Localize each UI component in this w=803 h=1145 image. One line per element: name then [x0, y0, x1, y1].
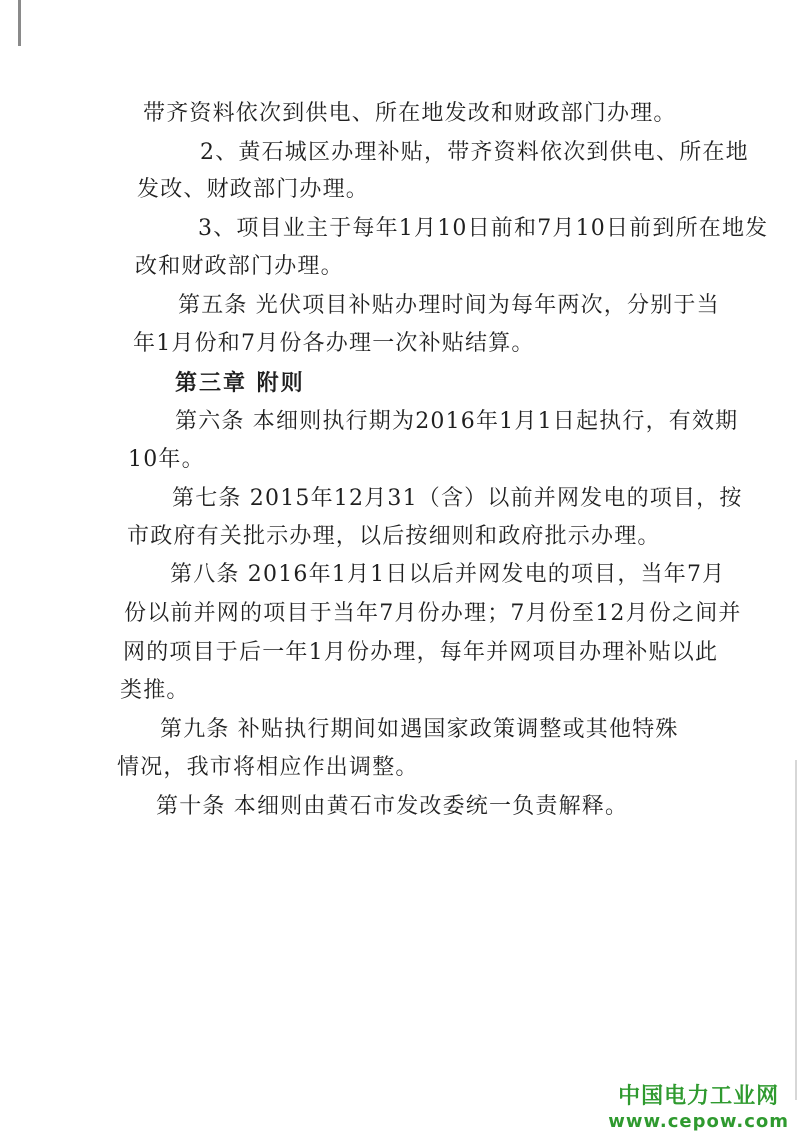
chapter-heading: 第三章 附则 — [175, 370, 305, 396]
watermark-title: 中国电力工业网 — [618, 1084, 780, 1109]
scan-border-mark — [18, 0, 21, 46]
doc-line: 市政府有关批示办理，以后按细则和政府批示办理。 — [127, 524, 661, 549]
doc-line: 2、黄石城区办理补贴，带齐资料依次到供电、所在地 — [200, 140, 749, 165]
doc-line: 第六条 本细则执行期为2016年1月1日起执行，有效期 — [175, 409, 739, 434]
doc-line: 带齐资料依次到供电、所在地发改和财政部门办理。 — [143, 101, 677, 126]
scan-edge-shadow — [795, 760, 797, 1100]
doc-line: 类推。 — [120, 678, 190, 703]
doc-line: 情况，我市将相应作出调整。 — [117, 755, 419, 780]
doc-line: 改和财政部门办理。 — [135, 254, 344, 279]
watermark-url: www.cepow.com — [608, 1111, 789, 1132]
doc-line: 3、项目业主于每年1月10日前和7月10日前到所在地发 — [198, 216, 769, 241]
doc-line: 第八条 2016年1月1日以后并网发电的项目，当年7月 — [170, 562, 726, 587]
watermark — [608, 1083, 789, 1133]
doc-line: 网的项目于后一年1月份办理，每年并网项目办理补贴以此 — [123, 640, 719, 665]
doc-line: 第七条 2015年12月31（含）以前并网发电的项目，按 — [172, 486, 743, 511]
doc-line: 年1月份和7月份各办理一次补贴结算。 — [133, 331, 535, 356]
doc-line: 发改、财政部门办理。 — [137, 177, 370, 202]
doc-line: 份以前并网的项目于当年7月份办理；7月份至12月份之间并 — [124, 601, 742, 626]
doc-line: 10年。 — [128, 447, 205, 472]
doc-line: 第十条 本细则由黄石市发改委统一负责解释。 — [156, 794, 629, 819]
doc-line: 第九条 补贴执行期间如遇国家政策调整或其他特殊 — [160, 717, 679, 742]
doc-line: 第五条 光伏项目补贴办理时间为每年两次，分别于当 — [178, 293, 720, 318]
